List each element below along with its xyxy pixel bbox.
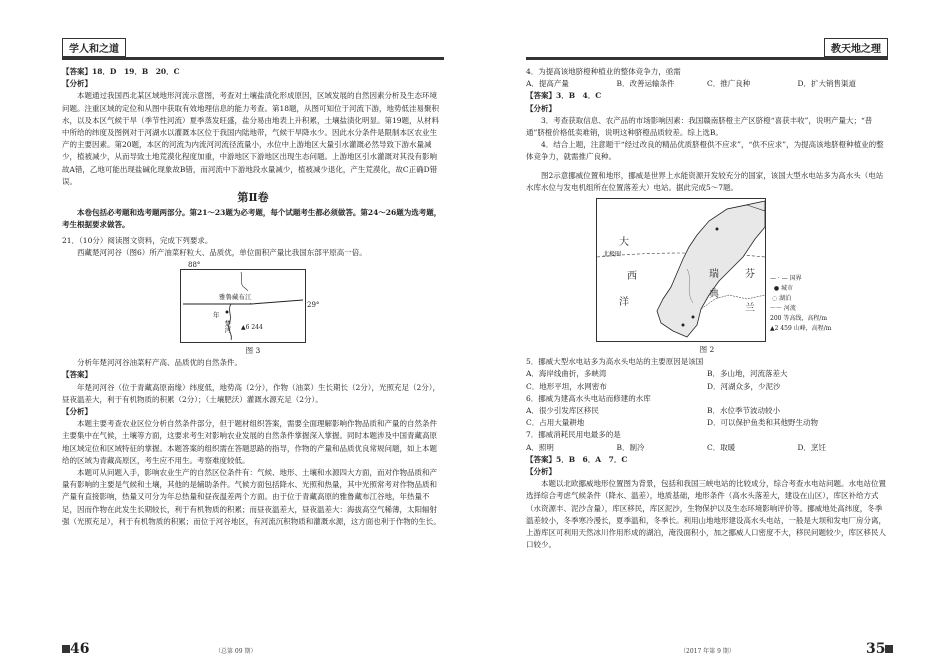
answer-18-20: 【答案】18．D 19．B 20．C	[62, 67, 180, 76]
q6-option-d: D．可以保护鱼类和其他野生动物	[707, 418, 819, 428]
figure-2	[526, 198, 888, 344]
q7-option-a: A．照明	[526, 442, 554, 452]
question-5: 5．挪威大型水电站多为高水头电站的主要原因是该国	[526, 357, 704, 367]
q5-option-b: B．多山地，河流落差大	[707, 369, 788, 379]
q4-option-c: C．推广良种	[707, 79, 751, 89]
q4-option-b: B．改善运输条件	[616, 79, 675, 89]
legend-river: ～～ 河流	[770, 305, 796, 313]
question-4-options	[526, 78, 888, 90]
land-label-2: 典	[709, 289, 719, 301]
map-legend	[770, 274, 831, 334]
left-footer-issue: （总第 09 期）	[215, 648, 257, 655]
city-dot-2	[692, 316, 695, 319]
analysis-tag: 【分析】	[62, 79, 92, 89]
analysis-5-7: 本题以北欧挪威地形位置图为背景，包括和我国三峡电站的比较成分，综合考查水电站问题。水电站位置选择综合考虑气候条件（降水、温差），地质基础，地形条件（高水头落差大，建设在山区），库区补给方式（水资源丰、泥沙含量），库区移民，库区泥沙，生物保护以及生态环境影响评价等。挪威地处高纬度，冬季温差较小，冬季寒冷漫长，夏季温和，冬季长。利用山地地形建设高水头电站，一般是大坝和发电厂房分离，上游库区可利用天然冰川作用形成的湖泊，淹没面积小，加之挪威人口密度不大，移民问题较少，库区移民人口较少。	[526, 479, 886, 550]
analysis-18-20: 本题通过我国西北某区域地形河流示意图，考查对土壤盐渍化形成原因，区域发展的自然因素分析及生态环境问题。注重区域的定位和从图中获取有效地理信息的能力考查。第18题，从图可知位于河流下游，地势低洼易聚积水，以及本区气候干旱（季节性河流）夏季蒸发旺盛，盐分易由地表上升积累，土壤盐渍化明显。第19题，从材料中所给的纬度及图例对于河湖水以灌溉本区位于我国内陆地带，气候干旱降水少。因此水分条件是限制本区农业生产的主要因素。第20题，本区的河流为内流河河流径流量小，水位中上游地区大量引水灌溉必然导致下游水量减少，植被减少，从而导致土地荒漠化程度加重，中游地区下游地区出现生态问题。上游地区引水灌溉对其没有影响故A错，乙地可能出现盐碱化现象故B错，而河流中下游地段水量减少，植被减少退化，产生荒漠化，故C正确D错误。	[62, 91, 440, 186]
peak-label: ▲6 244	[241, 324, 263, 332]
q6-option-c: C．占用大量耕地	[526, 418, 585, 428]
section-note: 本卷包括必考题和选考题两部分。第21～23题为必考题，每个试题考生都必须做答。第24～26题为选考题，考生根据要求做答。	[62, 208, 442, 230]
q5-option-d: D．河湖众多，少泥沙	[707, 381, 781, 391]
analysis-21-p2: 本题可从问题入手，影响农业生产的自然区位条件有：气候、地形、土壤和水源四大方面，而对作物品质和产量有影响的主要是气候和土壤，其他的是辅助条件。气候方面包括降水、光照和热量，其中光照常考对作物品质和产量有直接影响，热量又可分为年总热量和昼夜温差两个方面。由于位于青藏高原的雅鲁藏布江谷地，年热量不足，因而作物在此发生长期较长，利于有机物质的积累；而昼夜温差大，昼夜温差大：海拔高空气稀薄，太阳辐射强（光照充足），利于有机物质的积累；而位于河谷地区，有河流沉积物质和灌溉水源，这方面也利于作物的生长。	[62, 468, 441, 526]
land-label-4: 兰	[745, 303, 755, 315]
page-square-icon-right	[885, 645, 893, 653]
map-frame	[180, 269, 306, 343]
left-page-number	[62, 641, 89, 657]
norway-map-svg	[597, 199, 765, 341]
right-content	[526, 66, 888, 551]
left-header-label: 学人和之道	[62, 38, 126, 57]
right-header	[824, 38, 888, 56]
answer-21-tag: 【答案】	[62, 370, 92, 380]
q7-option-d: D．烹饪	[797, 442, 827, 452]
legend-border: — · — 国界	[770, 275, 802, 283]
legend-contour: 200 等高线，高程/m	[770, 315, 828, 323]
question-21: 21．（10分）阅读图文资料，完成下列要求。	[62, 235, 213, 245]
legend-city: ● 城市	[770, 285, 793, 293]
figure-2-intro: 图2示意挪威位置和地形，挪威是世界上水能资源开发较充分的国家，该国大型水电站多为高水头（电站水库水位与发电机组所在位置落差大）电站。据此完成5～7题。	[526, 170, 884, 192]
figure-3-caption: 图 3	[245, 346, 261, 356]
town-label: 年	[213, 311, 220, 320]
map-longitude: 88°	[188, 261, 201, 270]
left-header	[62, 38, 126, 56]
left-header-rule	[62, 57, 444, 60]
q5-option-c: C．地形平坦，水网密布	[526, 381, 607, 391]
q4-option-a: A．提高产量	[526, 79, 569, 89]
left-page-num-text: 46	[70, 641, 90, 657]
sea-label-3: 洋	[619, 297, 629, 309]
analysis-21-tag: 【分析】	[62, 407, 92, 417]
arctic-circle-label: 北极圈	[603, 251, 622, 259]
analysis-3-4-tag: 【分析】	[526, 103, 556, 113]
legend-lake: ◌ 湖泊	[770, 295, 792, 303]
question-6-options	[526, 405, 888, 429]
analysis-3: 3．考查获取信息、农产品的市场影响因素：我国赣南脐橙主产区脐橙“喜获丰收”，说明产量大；“普通”脐橙价格低卖难销，说明这种脐橙品质较差。综上选B。	[526, 115, 873, 138]
q4-option-d: D．扩大销售渠道	[797, 79, 857, 89]
right-header-label: 教天地之理	[824, 38, 888, 57]
left-content	[62, 66, 444, 528]
city-dot-1	[682, 324, 685, 327]
sea-label-1: 大	[619, 237, 629, 249]
section-title: 第Ⅱ卷	[237, 191, 269, 205]
question-4: 4．为提高该地脐橙种植业的整体竞争力，亟需	[526, 67, 681, 76]
figure-2-caption: 图 2	[699, 345, 715, 355]
question-21-ask: 分析年楚河河谷油菜籽产高、品质优的自然条件。	[77, 358, 242, 368]
land-label-3: 芬	[745, 269, 755, 281]
city-dot-3	[716, 228, 719, 231]
right-header-rule	[526, 57, 888, 60]
question-5-options	[526, 368, 888, 392]
question-7-options	[526, 442, 888, 454]
answer-5-7: 【答案】5．B 6．A 7．C	[526, 454, 628, 464]
q6-option-b: B．水位季节波动较小	[707, 406, 781, 416]
question-7: 7．挪威消耗民用电最多的是	[526, 430, 621, 440]
analysis-5-7-tag: 【分析】	[526, 467, 556, 477]
answer-21: 年楚河河谷（位于青藏高原南缘）纬度低，地势高（2分），作物（油菜）生长期长（2分），光照充足（2分），昼夜温差大，利于有机物质的积累（2分）；（土壤肥沃）灌溉水源充足（2分）。	[62, 382, 441, 404]
q7-option-c: C．取暖	[707, 442, 736, 452]
q6-option-a: A．很少引发库区移民	[526, 406, 599, 416]
river-label-yarlung: 雅鲁藏布江	[219, 291, 252, 303]
q7-option-b: B．制冷	[616, 442, 645, 452]
q5-option-a: A．海岸线曲折，多峡湾	[526, 369, 607, 379]
norway-map	[596, 198, 766, 342]
land-label-1: 瑞	[709, 269, 719, 281]
question-21-material: 西藏楚河河谷（图6）所产油菜籽粒大、品质优，单位面积产量比我国东部平原高一倍。	[77, 247, 367, 257]
legend-peak: ▲2 459 山峰，高程/m	[770, 325, 832, 333]
answer-3-4: 【答案】3．B 4．C	[526, 91, 602, 101]
analysis-4: 4．结合上题，注意题干“经过改良的精品优质脐橙供不应求”，“供不应求”，为提高该地脐橙种植业的整体竞争力，就需推广良种。	[526, 140, 884, 162]
river-label-chu: 楚河	[223, 320, 232, 334]
analysis-21-p1: 本题主要考查农业区位分析自然条件部分，但于题材组织答案，需要全面理解影响作物品质和产量的自然条件主要集中在气候，土壤等方面，这要求考生对影响农业发展的自然条件掌握深入掌握。同时本题涉及中国青藏高原地区域定位和区域特征的掌握。本题答案的组织需在答题思路的指导，作物的产量和品质优良常规问题，如上本题给的区域为青藏高原区，考生应不用生。考察难度较低。	[62, 419, 437, 465]
town-dot	[226, 311, 229, 314]
question-6: 6．挪威为建高水头电站而修建的水库	[526, 393, 651, 403]
figure-3	[62, 261, 444, 345]
map-latitude: 29°	[307, 301, 320, 310]
right-footer-issue: （2017 年第 9 期）	[680, 648, 735, 655]
right-page-number	[866, 641, 893, 657]
sea-label-2: 西	[627, 271, 637, 283]
right-page-num-text: 35	[866, 641, 886, 657]
page-square-icon	[62, 645, 70, 653]
